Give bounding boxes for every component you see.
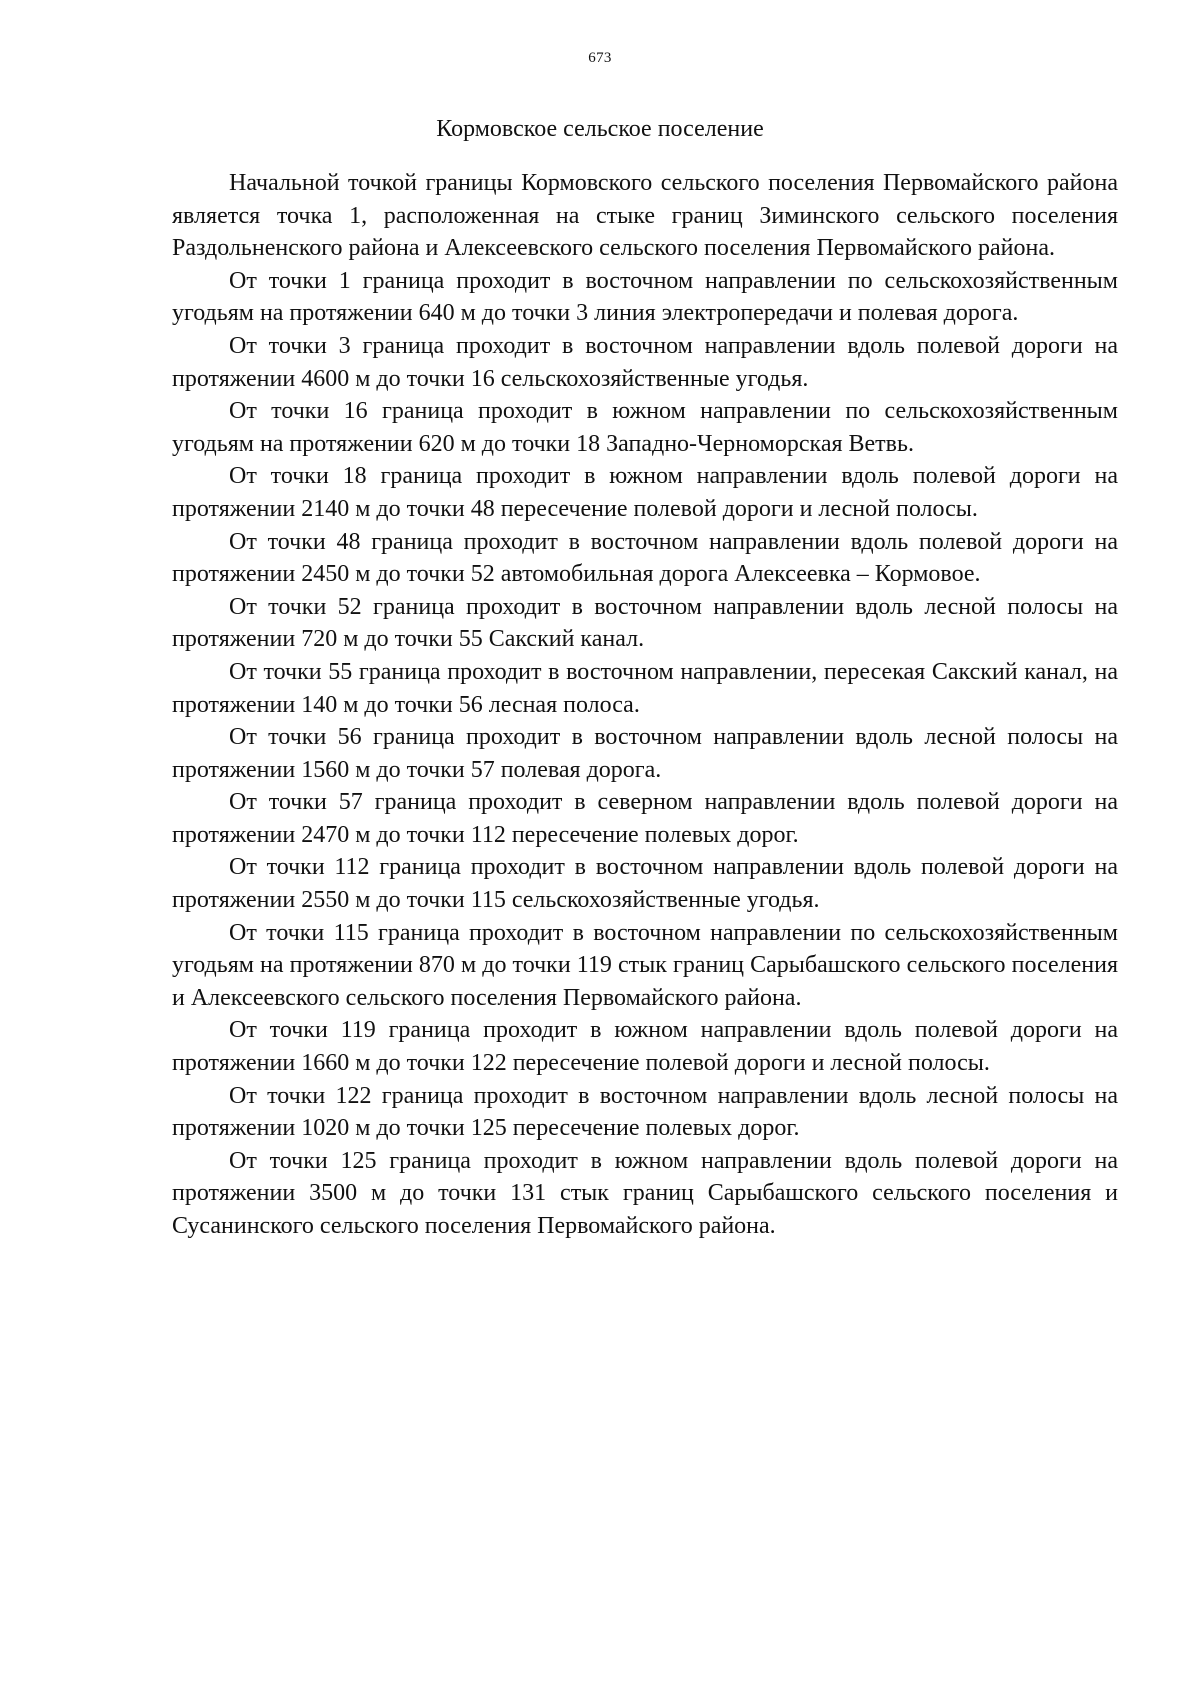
paragraph: От точки 3 граница проходит в восточном направлении вдоль полевой дороги на протяжении 4600 м до точки 16 сельскохозяйственные угодья.	[172, 332, 1118, 392]
paragraph: От точки 18 граница проходит в южном направлении вдоль полевой дороги на протяжении 2140 м до точки 48 пересечение полевой дороги и лесной полосы.	[172, 463, 1118, 522]
paragraph: От точки 1 граница проходит в восточном направлении по сельскохозяйственным угодьям на протяжении 640 м до точки 3 линия электропередачи и полевая дорога.	[172, 267, 1118, 327]
paragraph: От точки 56 граница проходит в восточном направлении вдоль лесной полосы на протяжении 1560 м до точки 57 полевая дорога.	[172, 724, 1118, 783]
paragraph: От точки 125 граница проходит в южном направлении вдоль полевой дороги на протяжении 3500 м до точки 131 стык границ Сарыбашского сельского поселения и Сусанинского сельского поселения Первомайского района.	[172, 1147, 1118, 1239]
document-body	[172, 167, 1118, 1243]
paragraph: Начальной точкой границы Кормовского сельского поселения Первомайского района является точка 1, расположенная на стыке границ Зиминского сельского поселения Раздольненского района и Алексеевского сельского поселения Первомайского района.	[172, 170, 1118, 262]
paragraph: От точки 55 граница проходит в восточном направлении, пересекая Сакский канал, на протяжении 140 м до точки 56 лесная полоса.	[172, 658, 1118, 718]
paragraph: От точки 52 граница проходит в восточном направлении вдоль лесной полосы на протяжении 720 м до точки 55 Сакский канал.	[172, 593, 1118, 653]
paragraph: От точки 57 граница проходит в северном направлении вдоль полевой дороги на протяжении 2470 м до точки 112 пересечение полевых дорог.	[172, 789, 1118, 848]
paragraph: От точки 122 граница проходит в восточном направлении вдоль лесной полосы на протяжении 1020 м до точки 125 пересечение полевых дорог.	[172, 1082, 1118, 1142]
document-title: Кормовское сельское поселение	[436, 116, 764, 142]
paragraph: От точки 112 граница проходит в восточном направлении вдоль полевой дороги на протяжении 2550 м до точки 115 сельскохозяйственные угодья.	[172, 854, 1118, 914]
page-number: 673	[588, 50, 612, 66]
paragraph: От точки 48 граница проходит в восточном направлении вдоль полевой дороги на протяжении 2450 м до точки 52 автомобильная дорога Алексеевка – Кормовое.	[172, 528, 1118, 588]
paragraph: От точки 115 граница проходит в восточном направлении по сельскохозяйственным угодьям на протяжении 870 м до точки 119 стык границ Сарыбашского сельского поселения и Алексеевского сельского поселения Первомайского района.	[172, 919, 1118, 1011]
paragraph: От точки 119 граница проходит в южном направлении вдоль полевой дороги на протяжении 1660 м до точки 122 пересечение полевой дороги и лесной полосы.	[172, 1017, 1118, 1077]
paragraph: От точки 16 граница проходит в южном направлении по сельскохозяйственным угодьям на протяжении 620 м до точки 18 Западно-Черноморская Ветвь.	[172, 398, 1118, 457]
